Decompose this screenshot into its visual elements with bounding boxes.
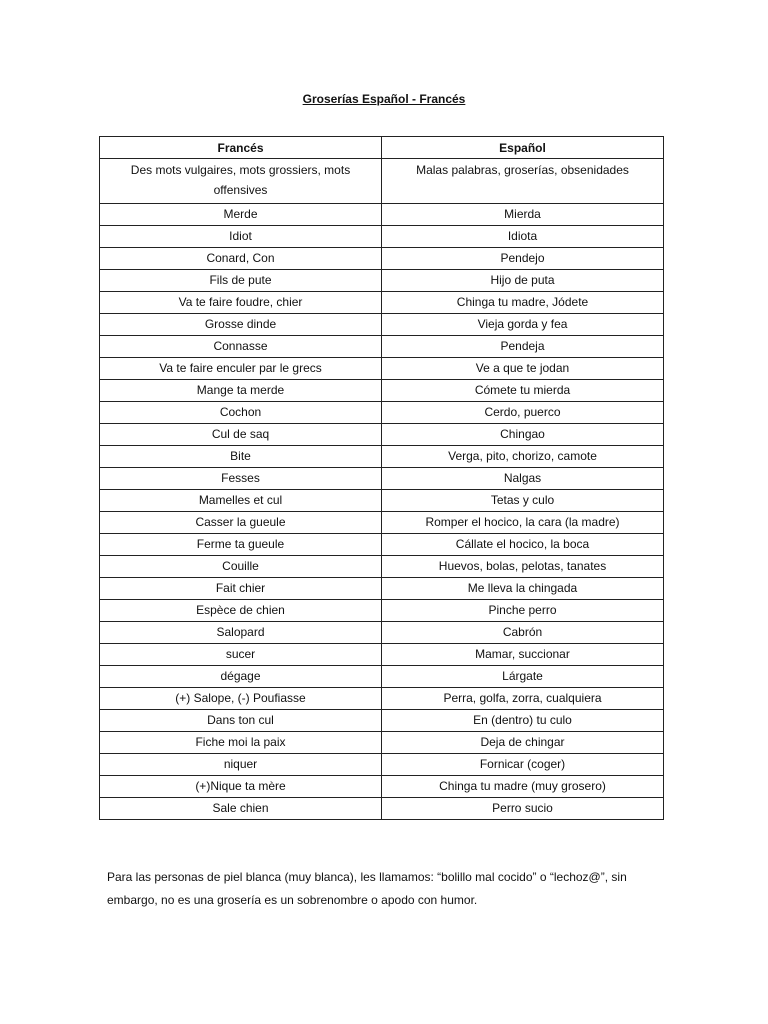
french-cell: Mamelles et cul [100, 490, 382, 512]
document-title: Groserías Español - Francés [302, 92, 466, 106]
french-cell: Sale chien [100, 798, 382, 820]
french-cell: Dans ton cul [100, 710, 382, 732]
french-cell: Salopard [100, 622, 382, 644]
spanish-cell: Hijo de puta [382, 270, 664, 292]
footnote-paragraph: Para las personas de piel blanca (muy blanca), les llamamos: “bolillo mal cocido” o “lechoz@”, sin embargo, no es una grosería es un sobrenombre o apodo con humor. [107, 870, 627, 907]
spanish-cell: Vieja gorda y fea [382, 314, 664, 336]
spanish-cell: Cerdo, puerco [382, 402, 664, 424]
spanish-cell: Idiota [382, 226, 664, 248]
french-cell: Des mots vulgaires, mots grossiers, mots offensives [100, 159, 382, 204]
french-cell: Fils de pute [100, 270, 382, 292]
french-cell: Fait chier [100, 578, 382, 600]
spanish-cell: Pinche perro [382, 600, 664, 622]
spanish-cell: Huevos, bolas, pelotas, tanates [382, 556, 664, 578]
table-row [100, 490, 664, 512]
table-row [100, 776, 664, 798]
spanish-cell: Chinga tu madre, Jódete [382, 292, 664, 314]
table-row [100, 512, 664, 534]
table-row [100, 270, 664, 292]
table-row [100, 798, 664, 820]
table-row [100, 622, 664, 644]
french-cell: niquer [100, 754, 382, 776]
french-cell: Fesses [100, 468, 382, 490]
table-row [100, 314, 664, 336]
french-cell: Merde [100, 204, 382, 226]
table-row [100, 556, 664, 578]
french-cell: dégage [100, 666, 382, 688]
spanish-cell: Chingao [382, 424, 664, 446]
spanish-cell: Romper el hocico, la cara (la madre) [382, 512, 664, 534]
table-row [100, 688, 664, 710]
spanish-cell: Cómete tu mierda [382, 380, 664, 402]
vocabulary-table [99, 136, 664, 820]
table-row [100, 358, 664, 380]
french-cell: Cochon [100, 402, 382, 424]
spanish-cell: Perra, golfa, zorra, cualquiera [382, 688, 664, 710]
table-row [100, 468, 664, 490]
spanish-cell: Malas palabras, groserías, obsenidades [382, 159, 664, 204]
table-row [100, 336, 664, 358]
spanish-cell: Cabrón [382, 622, 664, 644]
spanish-cell: Pendeja [382, 336, 664, 358]
french-cell: Fiche moi la paix [100, 732, 382, 754]
french-cell: Ferme ta gueule [100, 534, 382, 556]
french-cell: Mange ta merde [100, 380, 382, 402]
french-cell: Va te faire enculer par le grecs [100, 358, 382, 380]
french-cell: Espèce de chien [100, 600, 382, 622]
french-cell: Casser la gueule [100, 512, 382, 534]
column-header-french: Francés [100, 137, 382, 159]
table-row [100, 292, 664, 314]
french-cell: (+) Salope, (-) Poufiasse [100, 688, 382, 710]
table-row [100, 424, 664, 446]
table-row [100, 248, 664, 270]
spanish-cell: Tetas y culo [382, 490, 664, 512]
spanish-cell: Mierda [382, 204, 664, 226]
spanish-cell: Nalgas [382, 468, 664, 490]
table-row [100, 600, 664, 622]
column-header-spanish: Español [382, 137, 664, 159]
table-header-row [100, 137, 664, 159]
spanish-cell: Fornicar (coger) [382, 754, 664, 776]
french-cell: Cul de saq [100, 424, 382, 446]
french-cell: Idiot [100, 226, 382, 248]
french-cell: Conard, Con [100, 248, 382, 270]
french-cell: (+)Nique ta mère [100, 776, 382, 798]
spanish-cell: Ve a que te jodan [382, 358, 664, 380]
french-cell: Va te faire foudre, chier [100, 292, 382, 314]
spanish-cell: Perro sucio [382, 798, 664, 820]
spanish-cell: Chinga tu madre (muy grosero) [382, 776, 664, 798]
table-row [100, 380, 664, 402]
spanish-cell: Verga, pito, chorizo, camote [382, 446, 664, 468]
table-row [100, 402, 664, 424]
table-row [100, 644, 664, 666]
spanish-cell: Lárgate [382, 666, 664, 688]
table-body [100, 159, 664, 820]
table-row [100, 534, 664, 556]
spanish-cell: Deja de chingar [382, 732, 664, 754]
spanish-cell: Mamar, succionar [382, 644, 664, 666]
table-row [100, 159, 664, 204]
table-row [100, 578, 664, 600]
spanish-cell: Me lleva la chingada [382, 578, 664, 600]
french-cell: Connasse [100, 336, 382, 358]
table-row [100, 710, 664, 732]
table-row [100, 446, 664, 468]
table-row [100, 204, 664, 226]
table-row [100, 754, 664, 776]
table-row [100, 226, 664, 248]
french-cell: Grosse dinde [100, 314, 382, 336]
spanish-cell: Pendejo [382, 248, 664, 270]
french-cell: Couille [100, 556, 382, 578]
spanish-cell: En (dentro) tu culo [382, 710, 664, 732]
french-cell: sucer [100, 644, 382, 666]
table-row [100, 732, 664, 754]
spanish-cell: Cállate el hocico, la boca [382, 534, 664, 556]
table-row [100, 666, 664, 688]
french-cell: Bite [100, 446, 382, 468]
